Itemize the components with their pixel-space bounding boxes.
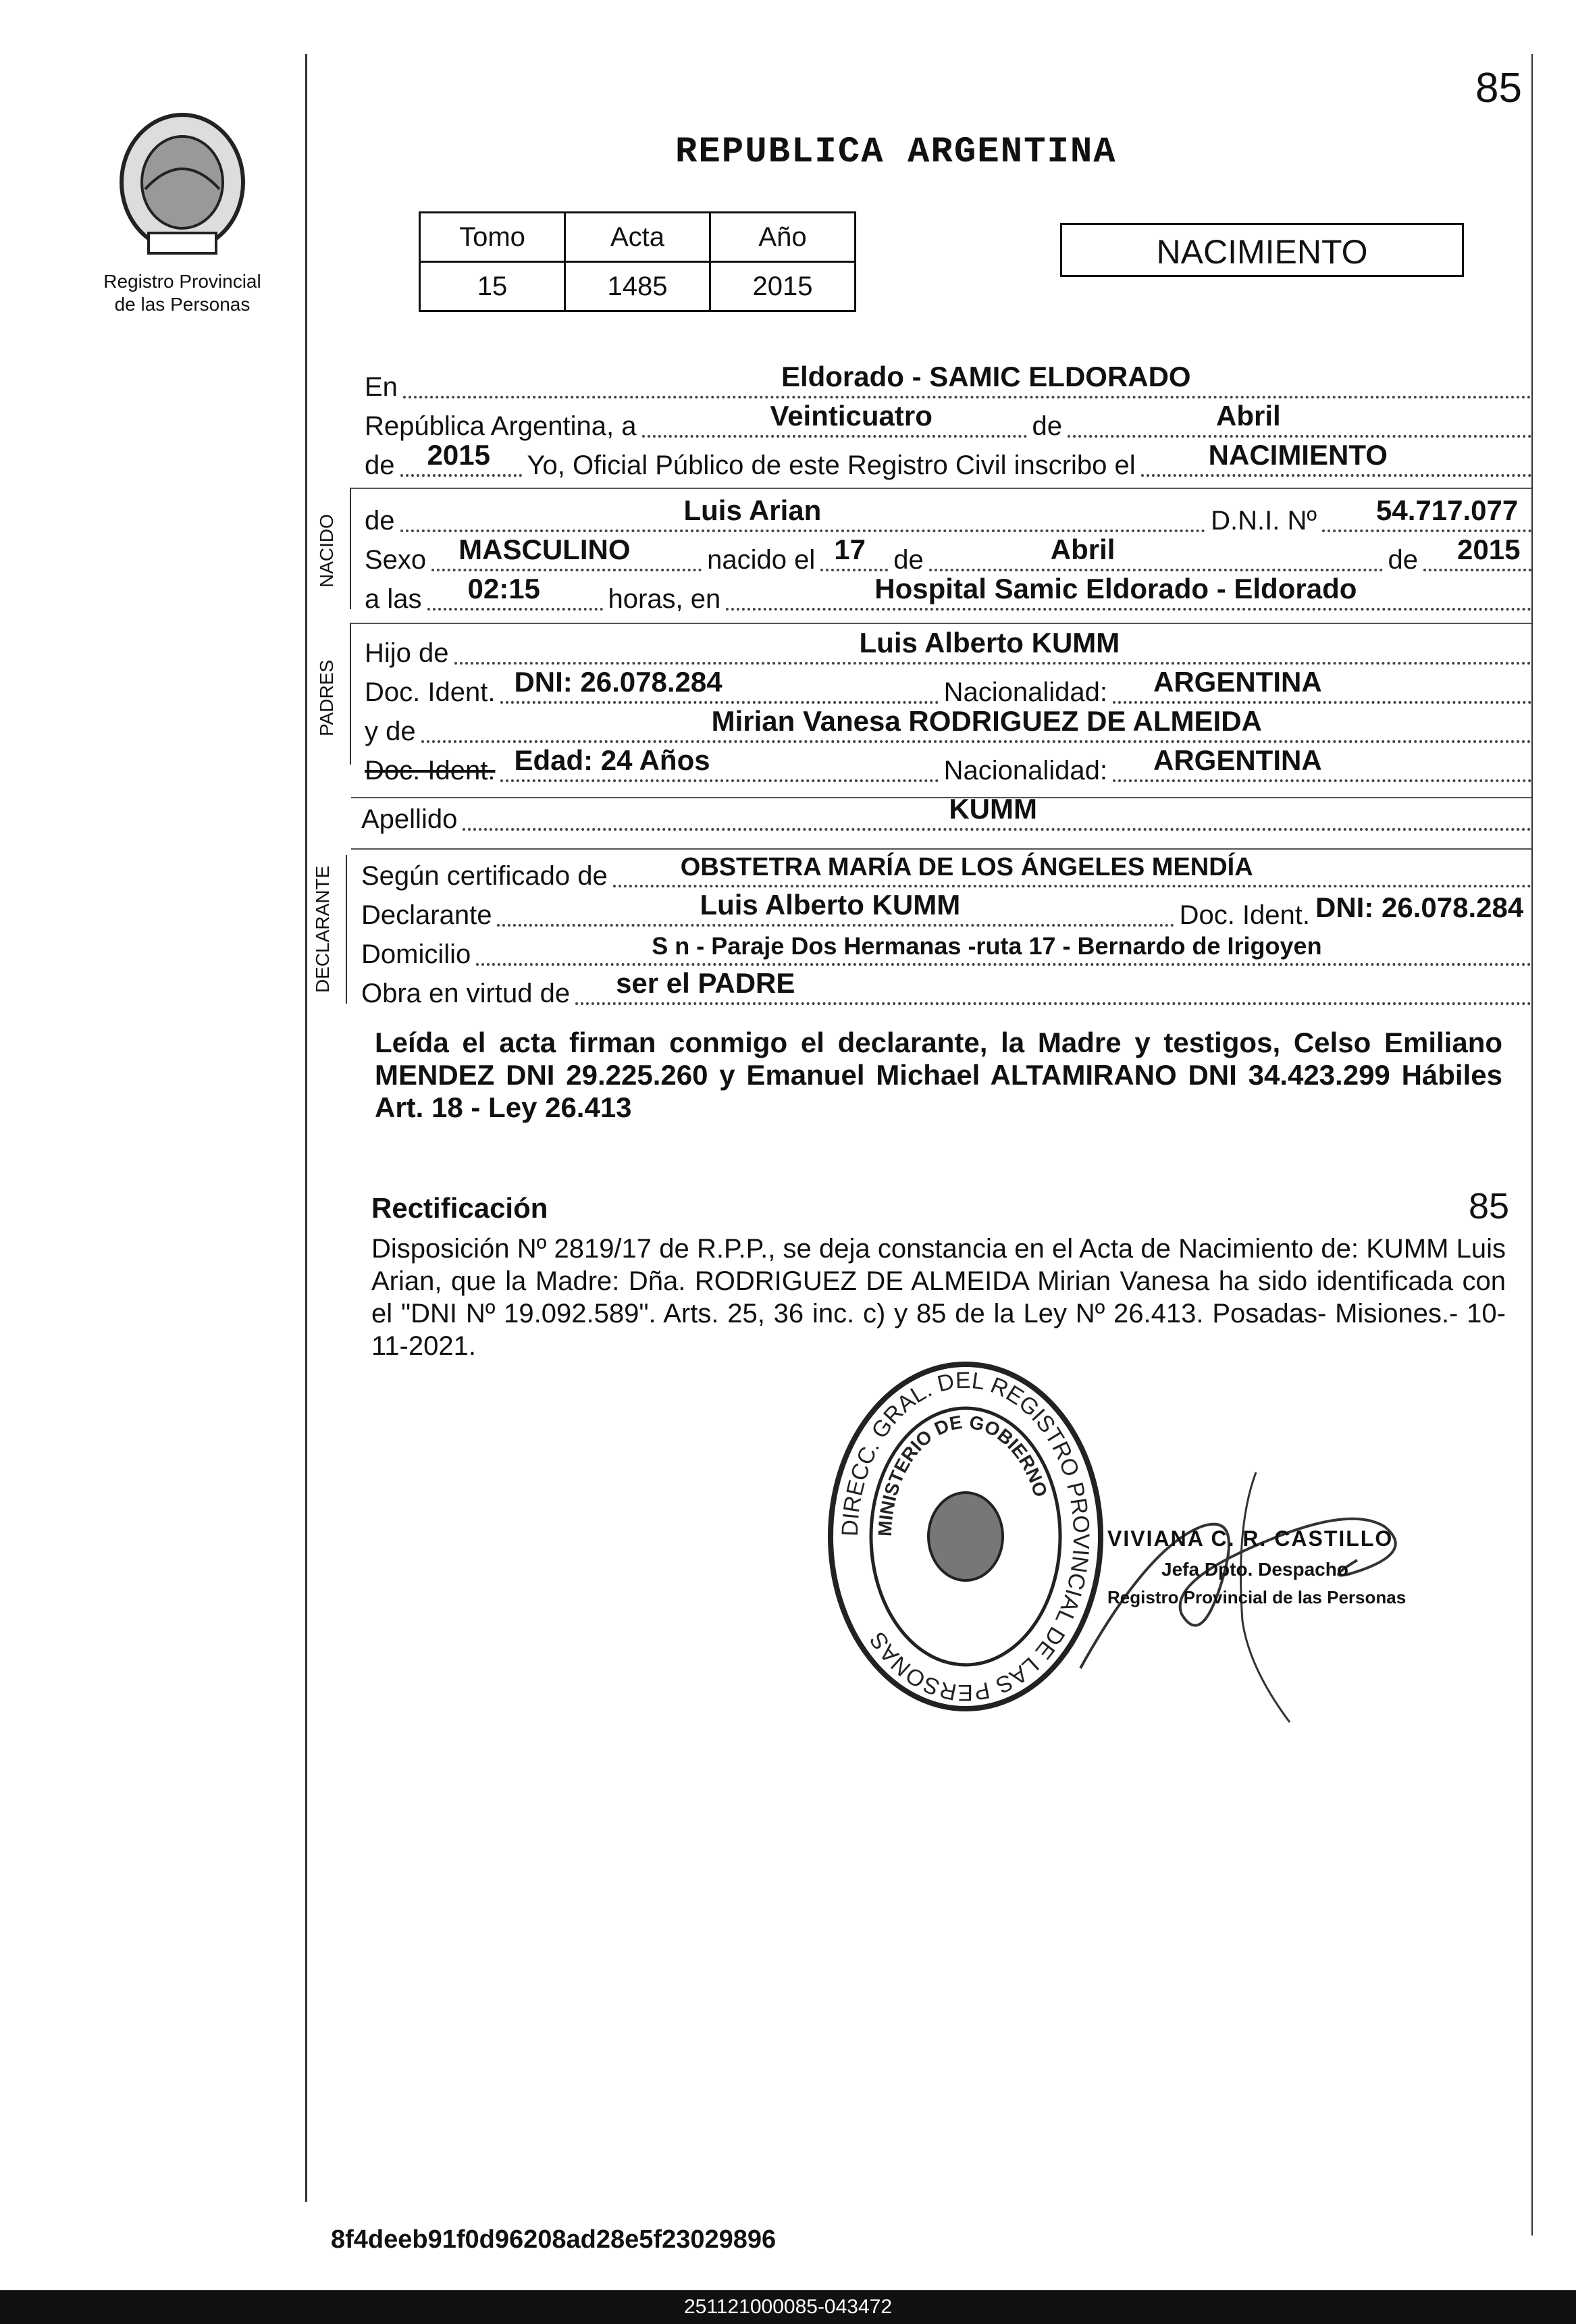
en-label: En [365,372,398,402]
nac-dia-field [820,532,888,571]
rectificacion-body: Disposición Nº 2819/17 de R.P.P., se deja constancia en el Acta de Nacimiento de: KUMM Luis Arian, que la Madre: Dña. RODRIGUEZ DE ALMEIDA Mirian Vanesa ha sido identificada con el "DNI Nº 19.092.589". Arts. 25, 36 inc. c) y 85 de la Ley Nº 26.413. Posadas- Misiones.- 10-11-2021. [371,1234,1506,1361]
decl-doc-field [1315,890,1531,927]
row-inscribo [365,439,1531,481]
padre-nac-label: Nacionalidad: [943,677,1107,707]
nombre-value: Luis Arian [683,494,822,526]
doc-type-box: NACIMIENTO [1060,223,1464,277]
dni-field [1322,493,1531,532]
padres-bracket [350,623,351,765]
row-sexo [365,534,1531,575]
section-divider-nacido [351,488,1531,489]
certificado-field [613,848,1531,887]
hash-code: 8f4deeb91f0d96208ad28e5f23029896 [331,2225,777,2254]
left-margin-line [305,54,307,2202]
dia-field [642,398,1027,438]
madre-nac-label: Nacionalidad: [943,756,1107,785]
row-declarante [361,889,1531,931]
side-label-nacido: NACIDO [316,514,337,588]
apellido-value: KUMM [949,793,1037,825]
de-label-4: de [893,545,924,575]
padre-field [454,625,1531,665]
row-obra [361,967,1531,1009]
apellido-label: Apellido [361,804,458,834]
inscribo-field [1141,438,1531,477]
anio-value: 2015 [427,439,490,471]
declarante-value: Luis Alberto KUMM [700,889,961,921]
sexo-field [431,532,702,571]
domicilio-field [476,927,1531,966]
signer-org: Registro Provincial de las Personas [1107,1587,1407,1607]
madre-doc-label: Doc. Ident. [365,756,496,785]
nac-mes-value: Abril [1050,534,1115,565]
madre-value: Mirian Vanesa RODRIGUEZ DE ALMEIDA [711,705,1262,737]
nac-dia-value: 17 [834,534,866,565]
hijo-label: Hijo de [365,638,449,668]
segun-label: Según certificado de [361,861,608,891]
row-madre-doc [365,744,1531,786]
row-hora [365,573,1531,615]
padre-doc-value: DNI: 26.078.284 [514,666,723,698]
row-republica [365,400,1531,442]
registry-line1: Registro Provincial [103,271,261,292]
signer-name: VIVIANA C. R. CASTILLO [1107,1526,1394,1551]
decl-doc-value: DNI: 26.078.284 [1315,892,1524,923]
declarante-label: Declarante [361,900,492,930]
hora-field [427,571,603,611]
yde-label: y de [365,717,416,746]
madre-field [421,704,1531,743]
padre-doc-label: Doc. Ident. [365,677,496,707]
signature-block [1067,1445,1445,1729]
row-nombre [365,494,1531,536]
rectificacion-number: 85 [1469,1186,1510,1226]
registry-line2: de las Personas [114,294,251,315]
alas-label: a las [365,584,422,614]
en-field [403,359,1531,398]
stamp-outer-text: DIRECC. GRAL. DEL REGISTRO PROVINCIAL DE LAS PERSONAS [837,1367,1095,1706]
padre-value: Luis Alberto KUMM [859,627,1120,659]
sexo-value: MASCULINO [458,534,631,565]
signing-statement: Leída el acta firman conmigo el declarante, la Madre y testigos, Celso Emiliano MENDEZ DNI 29.225.260 y Emanuel Michael ALTAMIRANO DNI 34.423.299 Hábiles Art. 18 - Ley 26.413 [375,1027,1502,1123]
mes-field [1068,398,1531,438]
republica-label: República Argentina, a [365,411,637,441]
anio-header: Año [710,213,856,262]
en-value: Eldorado - SAMIC ELDORADO [781,361,1191,392]
declarante-bracket [346,855,347,1004]
rectificacion-title: Rectificación [371,1192,548,1224]
nombre-field [400,493,1206,532]
footer-code: 251121000085-043472 [683,2296,893,2318]
side-label-declarante: DECLARANTE [312,865,333,993]
domicilio-value: S n - Paraje Dos Hermanas -ruta 17 - Bernardo de Irigoyen [652,932,1322,960]
lugar-value: Hospital Samic Eldorado - Eldorado [874,573,1357,604]
mes-value: Abril [1216,400,1281,432]
padre-nac-value: ARGENTINA [1153,666,1322,698]
dia-letras: Veinticuatro [770,400,933,432]
tomo-value: 15 [420,262,565,311]
inscribo-value: NACIMIENTO [1208,439,1388,471]
province-emblem [108,108,257,263]
madre-nac-value: ARGENTINA [1153,744,1322,776]
anio-value: 2015 [710,262,856,311]
madre-doc-field [500,743,938,782]
row-hijo [365,627,1531,669]
row-domicilio [361,932,1531,970]
tomo-header: Tomo [420,213,565,262]
de-label-2: de [365,450,395,480]
signer-role: Jefa Dpto. Despacho [1161,1559,1348,1580]
row-apellido [361,793,1531,835]
acta-value: 1485 [565,262,710,311]
dni-label: D.N.I. Nº [1211,506,1317,536]
nac-mes-field [929,532,1383,571]
section-divider-padres [351,623,1531,624]
obra-field [575,966,1531,1005]
domicilio-label: Domicilio [361,939,471,969]
sexo-label: Sexo [365,545,427,575]
horas-en-label: horas, en [608,584,721,614]
anio-field [400,438,522,477]
tomo-acta-table [419,211,856,312]
nacido-bracket [350,488,351,609]
footer-bar [0,2290,1576,2324]
madre-nac-field [1113,743,1531,782]
padre-doc-field [500,665,938,704]
obra-label: Obra en virtud de [361,979,571,1008]
right-margin-line [1531,54,1533,2236]
hora-value: 02:15 [467,573,540,604]
acta-header: Acta [565,213,710,262]
nac-anio-value: 2015 [1457,534,1521,565]
side-label-padres: PADRES [316,659,337,736]
obra-value: ser el PADRE [616,967,795,999]
row-padre-doc [365,666,1531,708]
padre-nac-field [1113,665,1531,704]
stamp-inner-text: MINISTERIO DE GOBIERNO [874,1411,1051,1537]
page-number: 85 [1475,65,1522,111]
row-madre [365,705,1531,747]
de-label-5: de [1388,545,1418,575]
registry-label [81,270,284,316]
madre-doc-value: Edad: 24 Años [514,744,710,776]
apellido-field [463,792,1531,831]
nacido-label: nacido el [707,545,816,575]
nac-anio-field [1423,532,1531,571]
row-en [365,361,1531,403]
decl-doc-label: Doc. Ident. [1179,900,1310,930]
dni-value: 54.717.077 [1376,494,1519,526]
declarante-field [497,887,1174,927]
de-label: de [1032,411,1062,441]
lugar-field [726,571,1531,611]
document-title: REPUBLICA ARGENTINA [675,132,1117,173]
certificado-value: OBSTETRA MARÍA DE LOS ÁNGELES MENDÍA [680,853,1253,881]
de-label-3: de [365,506,395,536]
row-certificado [361,854,1531,892]
inscribo-text: Yo, Oficial Público de este Registro Civil inscribo el [527,450,1136,480]
